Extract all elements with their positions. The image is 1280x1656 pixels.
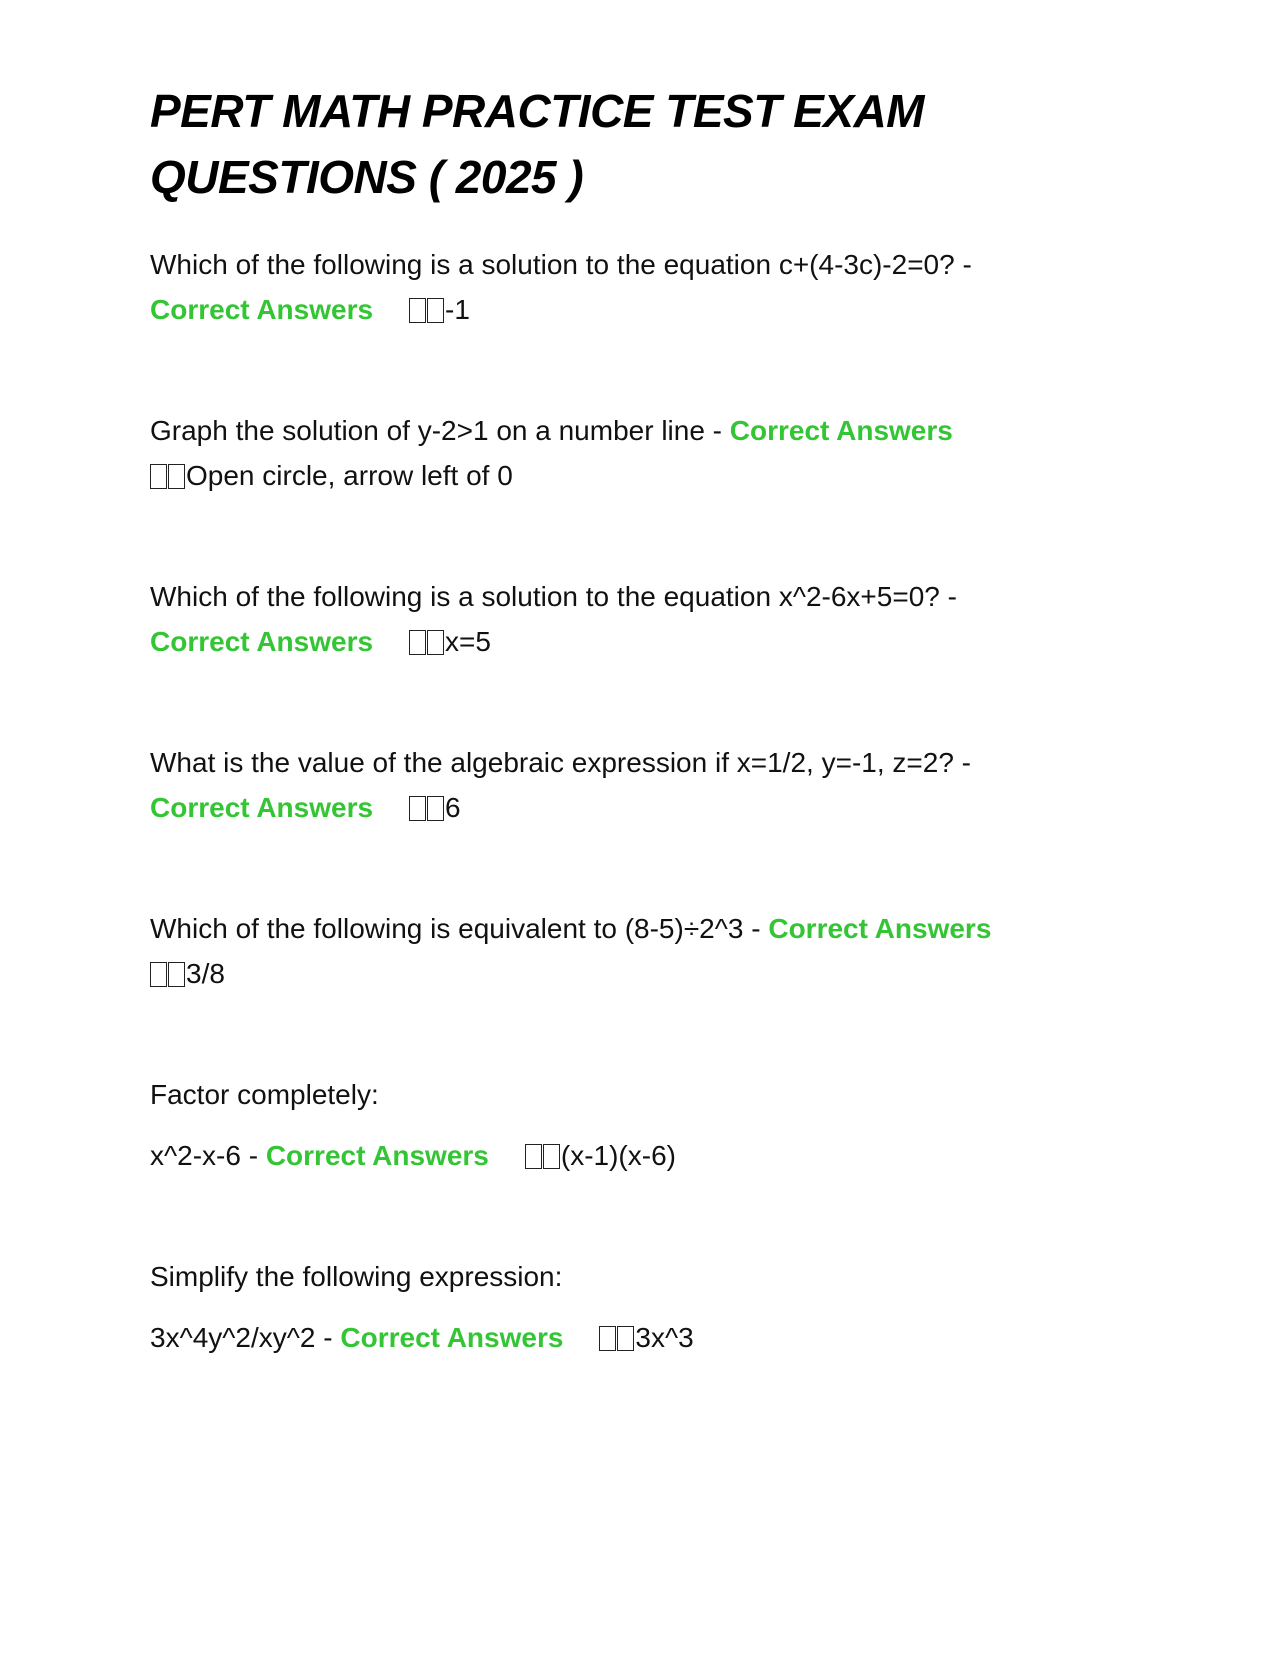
missing-glyph-icon <box>150 464 167 489</box>
question-block <box>150 740 1130 830</box>
question-prompt: Which of the following is equivalent to (8-5)÷2^3 - <box>150 913 761 944</box>
correct-answers-label: Correct Answers <box>729 415 953 446</box>
missing-glyph-icon <box>617 1326 634 1351</box>
missing-glyph-icon <box>543 1144 560 1169</box>
missing-glyph-icon <box>409 630 426 655</box>
correct-answers-label: Correct Answers <box>265 1140 489 1171</box>
correct-answers-label: Correct Answers <box>150 792 374 823</box>
correct-answers-label: Correct Answers <box>150 294 374 325</box>
question-prompt: 3x^4y^2/xy^2 - <box>150 1322 333 1353</box>
question-text <box>150 1315 1130 1360</box>
question-block <box>150 408 1130 498</box>
question-intro: Simplify the following expression: <box>150 1261 563 1292</box>
missing-glyph-icon <box>599 1326 616 1351</box>
question-block <box>150 574 1130 664</box>
correct-answers-label: Correct Answers <box>340 1322 564 1353</box>
question-text <box>150 242 1130 332</box>
answer-text: Open circle, arrow left of 0 <box>186 460 513 491</box>
missing-glyph-icon <box>409 298 426 323</box>
question-text <box>150 740 1130 830</box>
answer-text: 3x^3 <box>635 1322 694 1353</box>
missing-glyph-icon <box>168 464 185 489</box>
missing-glyph-icon <box>150 962 167 987</box>
question-intro: Factor completely: <box>150 1079 379 1110</box>
answer-text: 3/8 <box>186 958 225 989</box>
question-block <box>150 906 1130 996</box>
question-text <box>150 408 1130 498</box>
missing-glyph-icon <box>427 796 444 821</box>
question-text <box>150 574 1130 664</box>
missing-glyph-icon <box>525 1144 542 1169</box>
answer-text: (x-1)(x-6) <box>560 1140 676 1171</box>
missing-glyph-icon <box>409 796 426 821</box>
missing-glyph-icon <box>427 298 444 323</box>
document-title: PERT MATH PRACTICE TEST EXAM QUESTIONS ( 2025 ) <box>150 85 924 203</box>
answer-text: x=5 <box>445 626 491 657</box>
missing-glyph-icon <box>168 962 185 987</box>
question-block <box>150 1072 1130 1178</box>
document-page <box>150 78 1130 1436</box>
question-prompt: Graph the solution of y-2>1 on a number line - <box>150 415 723 446</box>
question-text <box>150 1133 1130 1178</box>
question-prompt: Which of the following is a solution to the equation c+(4-3c)-2=0? - <box>150 249 972 280</box>
question-prompt: Which of the following is a solution to the equation x^2-6x+5=0? - <box>150 581 957 612</box>
missing-glyph-icon <box>427 630 444 655</box>
question-prompt: x^2-x-6 - <box>150 1140 259 1171</box>
question-block <box>150 1254 1130 1360</box>
answer-text: 6 <box>445 792 461 823</box>
answer-text: -1 <box>445 294 470 325</box>
question-text <box>150 906 1130 996</box>
correct-answers-label: Correct Answers <box>150 626 374 657</box>
correct-answers-label: Correct Answers <box>768 913 992 944</box>
question-block <box>150 242 1130 332</box>
question-prompt: What is the value of the algebraic expression if x=1/2, y=-1, z=2? - <box>150 747 971 778</box>
